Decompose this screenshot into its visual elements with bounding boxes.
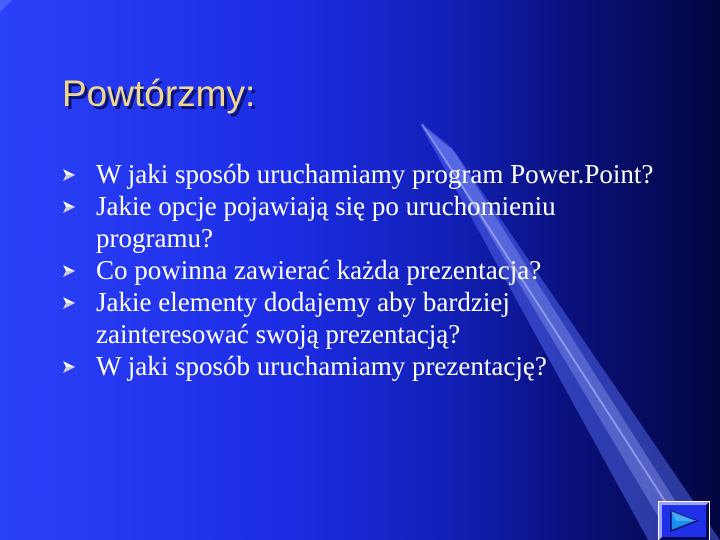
next-slide-button[interactable] — [659, 502, 709, 540]
bullet-item-1 — [62, 158, 662, 190]
bullet-list — [62, 158, 662, 382]
bullet-item-5 — [62, 350, 662, 382]
bullet-item-3 — [62, 254, 662, 286]
bullet-item-4 — [62, 286, 662, 350]
slide-title: Powtórzmy: — [62, 73, 256, 114]
arrowhead-bullet-icon — [62, 264, 76, 278]
bullet-text-1: W jaki sposób uruchamiamy program Power.Point? — [96, 159, 654, 189]
bullet-text-3: Co powinna zawierać każda prezentacja? — [96, 255, 542, 285]
play-next-icon — [670, 510, 698, 532]
arrowhead-bullet-icon — [62, 200, 76, 214]
arrowhead-bullet-icon — [62, 360, 76, 374]
bullet-text-2: Jakie opcje pojawiają się po uruchomieniu programu? — [96, 191, 556, 253]
arrowhead-bullet-icon — [62, 296, 76, 310]
bullet-text-5: W jaki sposób uruchamiamy prezentację? — [96, 351, 547, 381]
bullet-item-2 — [62, 190, 662, 254]
bullet-text-4: Jakie elementy dodajemy aby bardziej zainteresować swoją prezentacją? — [96, 287, 510, 349]
arrowhead-bullet-icon — [62, 168, 76, 182]
